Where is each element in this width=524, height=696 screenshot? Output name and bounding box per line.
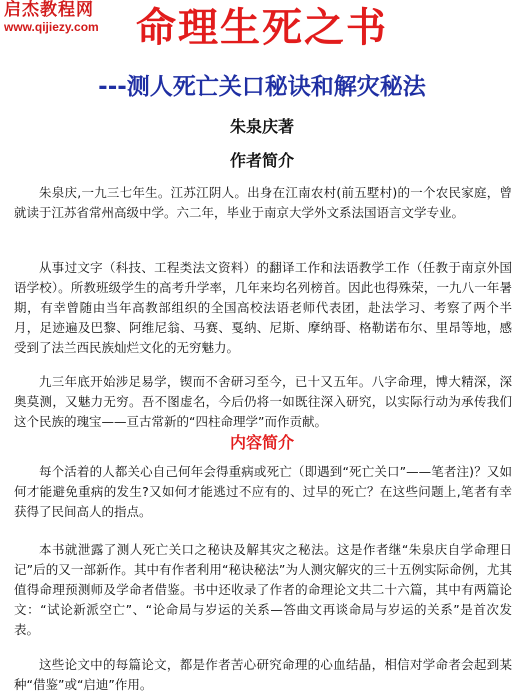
book-author: 朱泉庆著: [229, 117, 294, 136]
content-intro-paragraph-3: 这些论文中的每篇论文，都是作者苦心研究命理的心血结晶，相信对学命者会起到某种“借鉴”或“启迪”作用。: [14, 657, 512, 692]
watermark-site-name: 启杰教程网: [4, 0, 94, 20]
content-intro-paragraph-2: 本书就泄露了测人死亡关口之秘诀及解其灾之秘法。这是作者继“朱泉庆自学命理日记”后的又一部新作。其中有作者利用“秘诀秘法”为人测灾解灾的三十五例实际命例，尤其值得命理预测师及学命者借鉴。书中还收录了作者的命理论文共二十六篇，其中有两篇论文：“试论新派空亡”、“论命局与岁运的关系—答曲文再谈命局与岁运的关系”是首次发表。: [14, 542, 512, 637]
book-title: 命理生死之书: [136, 5, 388, 51]
book-subtitle: ---测人死亡关口秘诀和解灾秘法: [98, 74, 426, 100]
author-intro-heading: 作者简介: [229, 151, 294, 170]
content-intro-paragraph-1: 每个活着的人都关心自己何年会得重病或死亡（即遇到“死亡关口”——笔者注)？又如何才能避免重病的发生?又如何才能逃过不应有的、过早的死亡？在这些问题上,笔者有幸获得了民间高人的指点。: [14, 464, 512, 519]
site-watermark: [4, 2, 99, 33]
author-intro-paragraph-3: 九三年底开始涉足易学，锲而不舍研习至今，已十又五年。八字命理，博大精深，深奥莫测，又魅力无穷。吾不图虚名，今后仍将一如既往深入研究，以实际行动为承传我们这个民族的瑰宝——亘古常新的“四柱命理学”而作贡献。: [14, 374, 512, 429]
content-intro-heading: 内容简介: [229, 433, 294, 452]
author-intro-paragraph-2: 从事过文字（科技、工程类法文资料）的翻译工作和法语教学工作（任教于南京外国语学校）。所教班级学生的高考升学率，几年来均名列榜首。因此也得殊荣，一九八一年暑期，有幸曾随由当年高教部组织的全国高校法语老师代表团，赴法学习、考察了两个半月，足迹遍及巴黎、阿维尼翁、马赛、戛纳、尼斯、摩纳哥、格勒诺布尔、里昂等地，感受到了法兰西民族灿烂文化的无穷魅力。: [14, 260, 512, 355]
author-intro-paragraph-1: 朱泉庆,一九三七年生。江苏江阴人。出身在江南农村(前五墅村)的一个农民家庭，曾就读于江苏省常州高级中学。六二年，毕业于南京大学外文系法国语言文学专业。: [14, 185, 512, 220]
watermark-url: www.qijiezy.com: [4, 20, 99, 34]
